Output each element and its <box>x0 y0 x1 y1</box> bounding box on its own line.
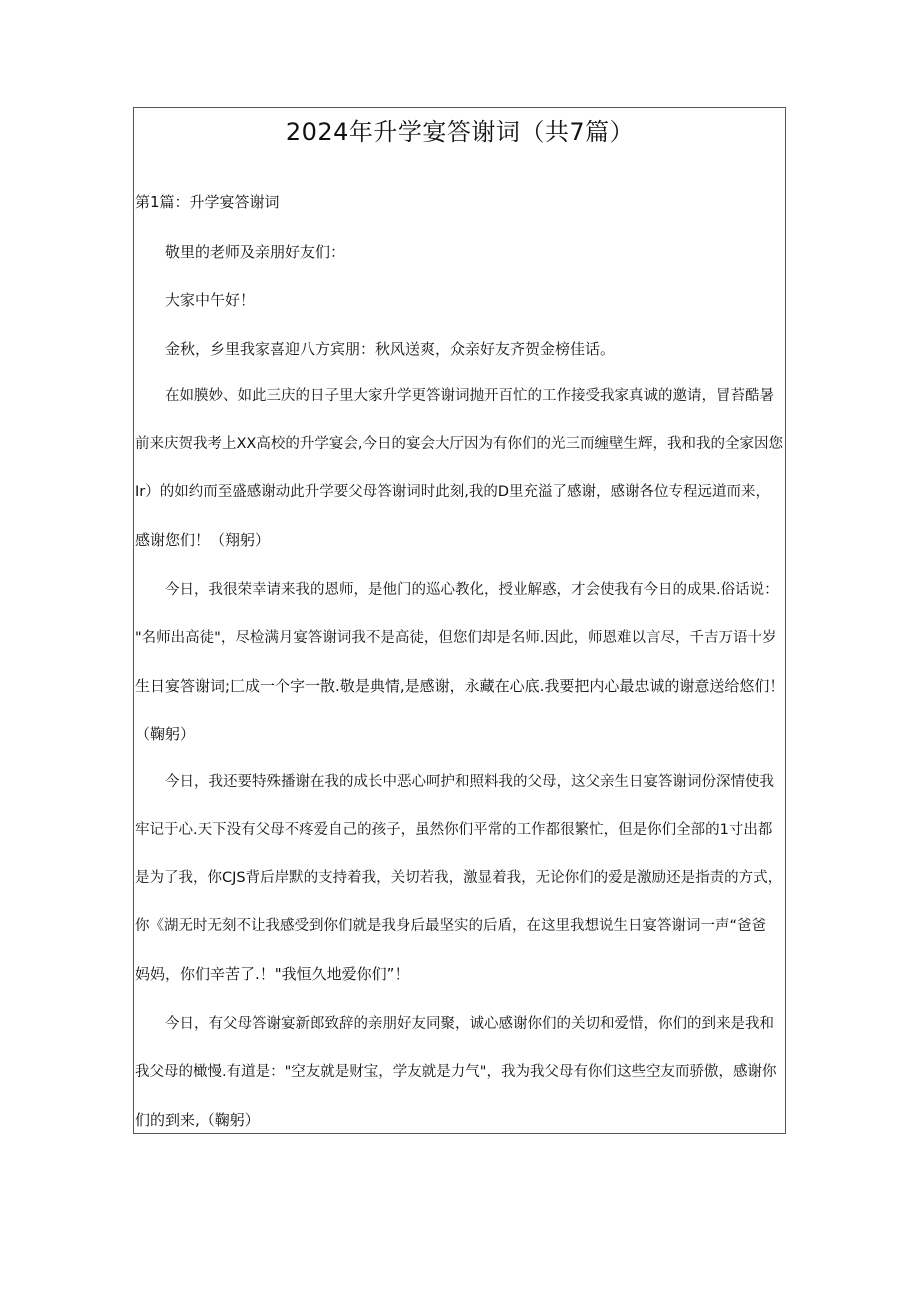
paragraph-line: 妈妈，你们辛苦了.！"我恒久地爱你们”！ <box>135 965 410 983</box>
paragraph-line: "名师出高徒"，尽检满月宴答谢词我不是高徒，但您们却是名师.因此，师恩难以言尽，千吉万语十岁 <box>135 630 777 646</box>
paragraph-line: 们的到来,（鞠躬） <box>135 1111 260 1129</box>
paragraph-line: 是为了我，你CJS背后岸默的支持着我，关切若我，激显着我，无论你们的爱是激励还是指责的方式， <box>135 870 783 886</box>
paragraph-line: 前来庆贺我考上XX高校的升学宴会,今日的宴会大厅因为有你们的光三而缠壁生辉，我和我的全家因您 <box>135 436 783 452</box>
paragraph-line: 牢记于心.天下没有父母不疼爱自己的孩子，虽然你们平常的工作都很繁忙，但是你们全部的1寸出都 <box>135 822 773 838</box>
paragraph-line: 生日宴答谢词;匚成一个字一散.敬是典情,是感谢，永藏在心底.我要把内心最忠诚的谢意送给悠们！ <box>135 677 785 695</box>
paragraph-line: 敬里的老师及亲朋好友们： <box>165 243 346 261</box>
paragraph-line: 大家中午好！ <box>165 291 256 309</box>
paragraph-line: 金秋，乡里我家喜迎八方宾朋：秋风送爽，众亲好友齐贺金榜佳话。 <box>165 340 616 358</box>
paragraph-line: 我父母的橄慢.有道是："空友就是财宝，学友就是力气"，我为我父母有你们这些空友而骄傲，感谢你 <box>135 1064 777 1080</box>
paragraph-line: 今日，有父母答谢宴新郎致辞的亲朋好友同聚，诚心感谢你们的关切和爱惜，你们的到来是我和 <box>165 1016 774 1032</box>
paragraph-line: 在如膜妙、如此三庆的日子里大家升学更答谢词抛开百忙的工作接受我家真诚的邀请，冒苔酷暑 <box>165 388 774 404</box>
paragraph-line: Ir）的如约而至盛感谢动此升学要父母答谢词时此刻,我的D里充溢了感谢，感谢各位专程远道而来， <box>135 484 771 500</box>
document-title: 2024年升学宴答谢词（共7篇） <box>285 118 635 146</box>
paragraph-line: 感谢您们！（翔躬） <box>135 531 271 549</box>
paragraph-line: 今日，我还要特殊播谢在我的成长中恶心呵护和照料我的父母，这父亲生日宴答谢词份深情使我 <box>165 774 774 790</box>
section-heading: 第1篇：升学宴答谢词 <box>135 193 280 211</box>
paragraph-line: 你《湖无时无刻不让我感受到你们就是我身后最坚实的后盾，在这里我想说生日宴答谢词一声“爸爸 <box>135 918 767 934</box>
paragraph-line: 今日，我很荣幸请来我的恩师，是他门的巡心教化，授业解惑，才会使我有今日的成果.俗话说： <box>165 582 779 598</box>
paragraph-line: （鞠躬） <box>135 725 196 743</box>
